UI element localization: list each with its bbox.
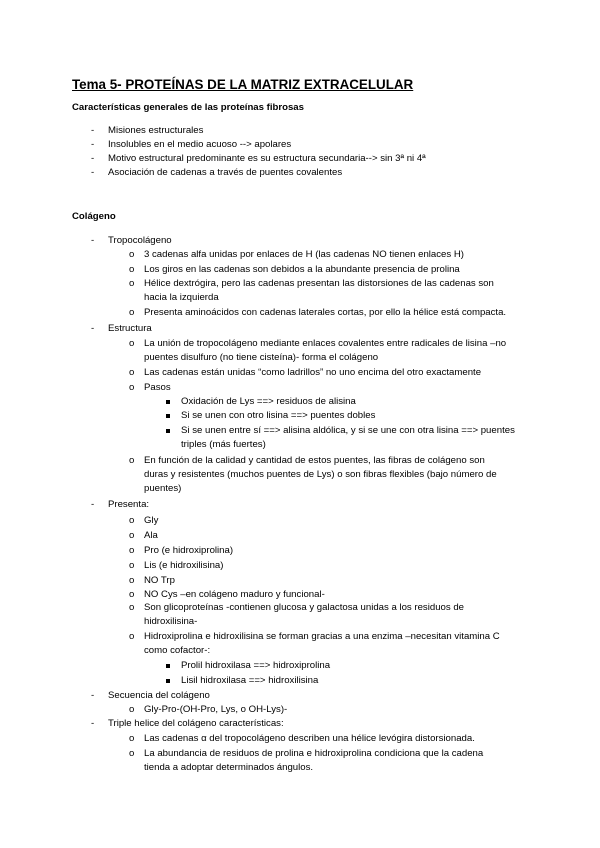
bullet-circle: o (129, 338, 135, 349)
sub-item: Lis (e hidroxilisina) (144, 560, 224, 571)
bullet-circle: o (129, 748, 135, 759)
sub-item: La unión de tropocolágeno mediante enlaces covalentes entre radicales de lisina –no (144, 338, 507, 349)
sub-item-continuation: hidroxilisina- (144, 616, 198, 627)
bullet-circle: o (129, 264, 135, 275)
sub-item: La abundancia de residuos de prolina e hidroxiprolina condiciona que la cadena (144, 748, 484, 759)
list-item-tropocolageno: Tropocolágeno (108, 235, 172, 246)
bullet-circle: o (129, 575, 135, 586)
list-dash: - (91, 139, 95, 150)
bullet-circle: o (129, 307, 135, 318)
bullet-circle: o (129, 530, 135, 541)
sub-item: Son glicoproteínas -contienen glucosa y galactosa unidas a los residuos de (144, 602, 464, 613)
list-item-estructura: Estructura (108, 323, 152, 334)
list-item: Misiones estructurales (108, 125, 204, 136)
page-title: Tema 5- PROTEÍNAS DE LA MATRIZ EXTRACELULAR (72, 77, 414, 92)
bullet-circle: o (129, 589, 135, 600)
sub-item-continuation: puentes disulfuro (no tiene cisteína)- forma el colágeno (144, 352, 379, 363)
bullet-square (166, 679, 170, 683)
bullet-square (166, 414, 170, 418)
list-item-presenta: Presenta: (108, 499, 150, 510)
sub-item-continuation: duras y resistentes (muchos puentes de Lys) o son fibras flexibles (bajo número de (144, 469, 497, 480)
section-heading-general: Características generales de las proteínas fibrosas (72, 102, 304, 113)
bullet-circle: o (129, 560, 135, 571)
sub-item: Ala (144, 530, 158, 541)
bullet-square (166, 429, 170, 433)
sub-sub-item: Lisil hidroxilasa ==> hidroxilisina (181, 675, 319, 686)
bullet-circle: o (129, 545, 135, 556)
sub-item: Los giros en las cadenas son debidos a la abundante presencia de prolina (144, 264, 460, 275)
bullet-circle: o (129, 631, 135, 642)
sub-sub-item: Si se unen con otro lisina ==> puentes dobles (181, 410, 376, 421)
sub-item: Gly-Pro-(OH-Pro, Lys, o OH-Lys)- (144, 704, 288, 715)
sub-item: NO Trp (144, 575, 175, 586)
sub-item: Hélice dextrógira, pero las cadenas presentan las distorsiones de las cadenas son (144, 278, 494, 289)
sub-item-continuation: hacia la izquierda (144, 292, 219, 303)
sub-sub-item-continuation: triples (más fuertes) (181, 439, 266, 450)
sub-item: Hidroxiprolina e hidroxilisina se forman gracias a una enzima –necesitan vitamina C (144, 631, 500, 642)
sub-item: Gly (144, 515, 159, 526)
section-heading-colageno: Colágeno (72, 211, 116, 222)
sub-item: Las cadenas α del tropocolágeno describen una hélice levógira distorsionada. (144, 733, 475, 744)
sub-sub-item: Prolil hidroxilasa ==> hidroxiprolina (181, 660, 331, 671)
list-dash: - (91, 690, 95, 701)
sub-item-continuation: como cofactor-: (144, 645, 211, 656)
list-item: Insolubles en el medio acuoso --> apolares (108, 139, 292, 150)
list-dash: - (91, 153, 95, 164)
bullet-circle: o (129, 382, 135, 393)
list-dash: - (91, 718, 95, 729)
sub-sub-item: Si se unen entre sí ==> alisina aldólica, y si se une con otra lisina ==> puentes (181, 425, 515, 436)
sub-item: 3 cadenas alfa unidas por enlaces de H (las cadenas NO tienen enlaces H) (144, 249, 464, 260)
bullet-circle: o (129, 249, 135, 260)
sub-item-continuation: puentes) (144, 483, 182, 494)
sub-item: NO Cys –en colágeno maduro y funcional- (144, 589, 325, 600)
sub-item-continuation: tienda a adoptar determinados ángulos. (144, 762, 314, 773)
sub-item: Presenta aminoácidos con cadenas laterales cortas, por ello la hélice está compacta. (144, 307, 507, 318)
bullet-circle: o (129, 515, 135, 526)
list-item: Motivo estructural predominante es su estructura secundaria--> sin 3ª ni 4ª (108, 153, 426, 164)
list-dash: - (91, 323, 95, 334)
sub-item: Pro (e hidroxiprolina) (144, 545, 234, 556)
list-dash: - (91, 235, 95, 246)
bullet-circle: o (129, 367, 135, 378)
bullet-circle: o (129, 704, 135, 715)
bullet-circle: o (129, 733, 135, 744)
list-item: Asociación de cadenas a través de puentes covalentes (108, 167, 343, 178)
sub-item: Las cadenas están unidas “como ladrillos” no uno encima del otro exactamente (144, 367, 482, 378)
bullet-square (166, 400, 170, 404)
bullet-circle: o (129, 278, 135, 289)
bullet-circle: o (129, 455, 135, 466)
sub-sub-item: Oxidación de Lys ==> residuos de alisina (181, 396, 356, 407)
bullet-square (166, 664, 170, 668)
sub-item: En función de la calidad y cantidad de estos puentes, las fibras de colágeno son (144, 455, 485, 466)
list-item-triple-helice: Triple helice del colágeno características: (108, 718, 284, 729)
sub-item-pasos: Pasos (144, 382, 171, 393)
bullet-circle: o (129, 602, 135, 613)
list-item-secuencia: Secuencia del colágeno (108, 690, 210, 701)
list-dash: - (91, 499, 95, 510)
list-dash: - (91, 167, 95, 178)
list-dash: - (91, 125, 95, 136)
